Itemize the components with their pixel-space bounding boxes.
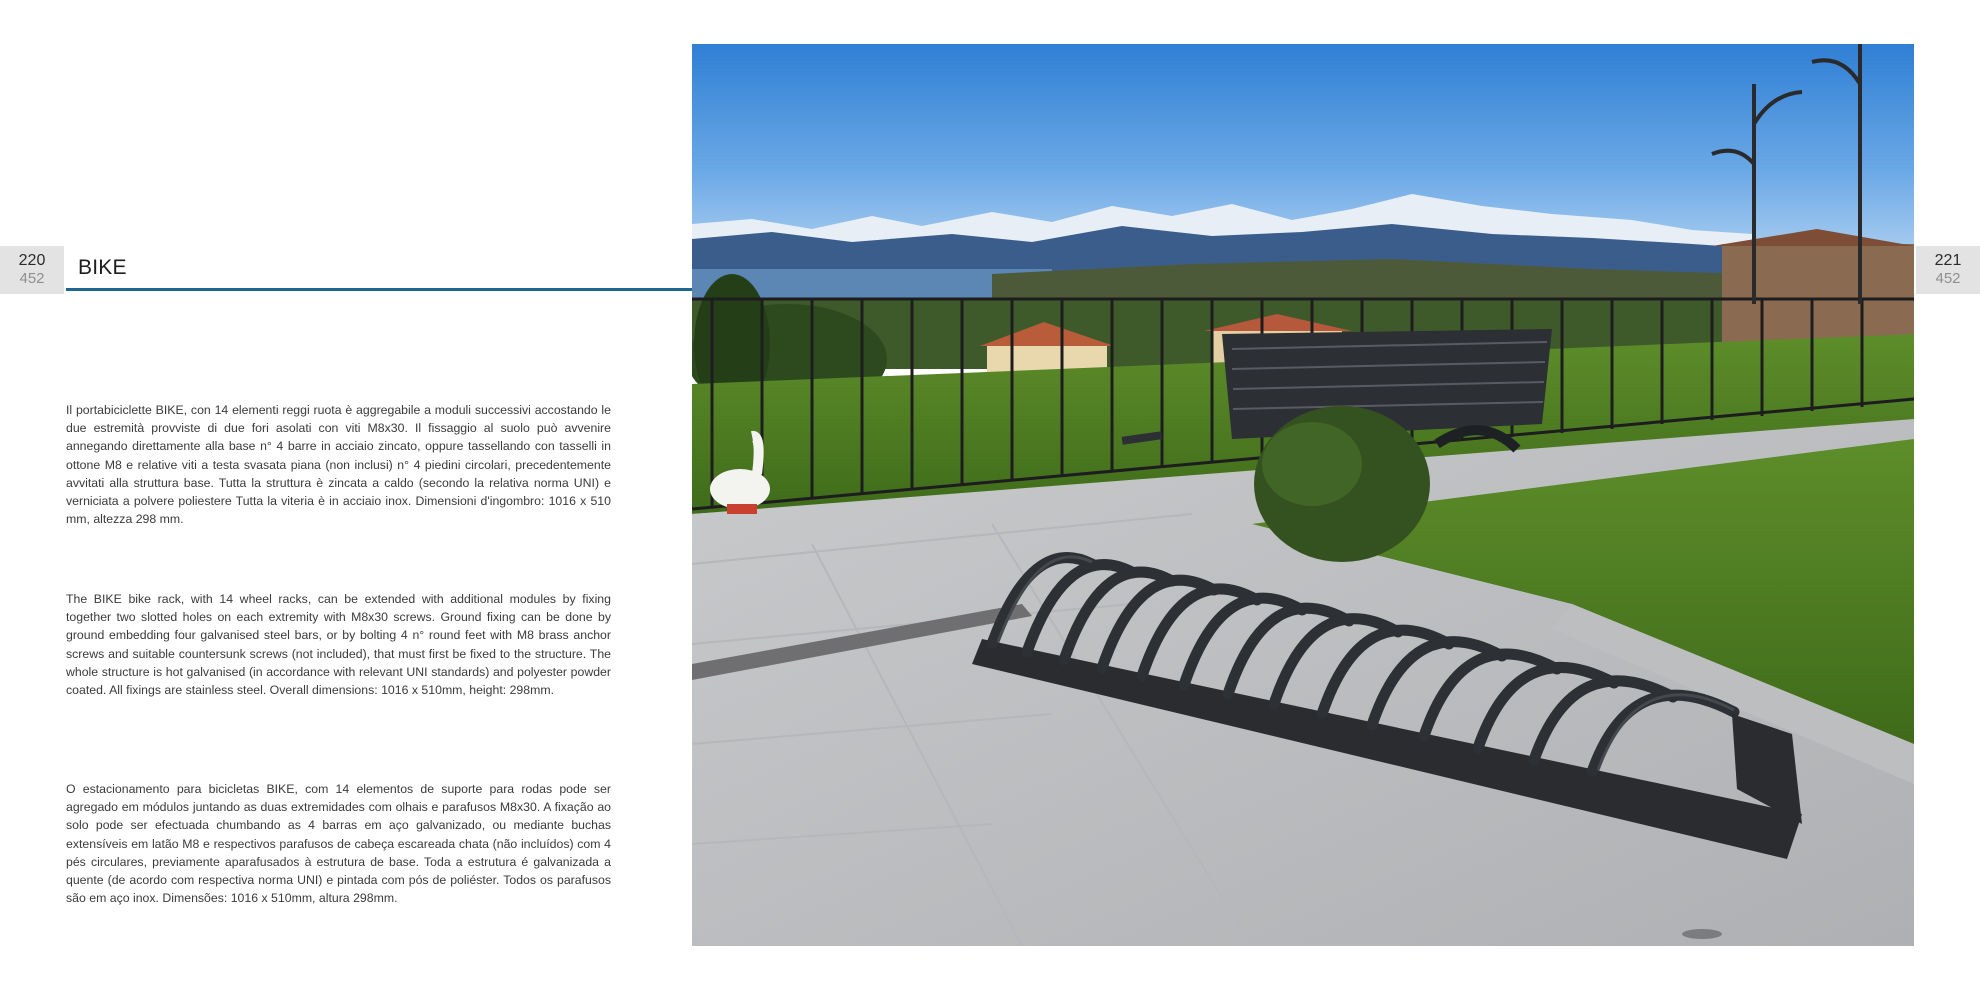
description-italian: Il portabiciclette BIKE, con 14 elementi reggi ruota è aggregabile a moduli successivi accostando le due estremità provviste di due fori asolati con viti M8x30. Il fissaggio al suolo può avvenire annegando direttamente alla base n° 4 barre in acciaio zincato, oppure tassellando con tasselli in ottone M8 e relative viti a testa svasata piana (non inclusi) n° 4 piedini circolari, precedentemente avvitati alla struttura base. Tutta la struttura è zincata a caldo (secondo la relativa norma UNI) e verniciata a polvere poliestere Tutta la viteria è in acciaio inox. Dimensioni d'ingombro: 1016 x 510 mm, altezza 298 mm. [66, 403, 611, 527]
page-total: 452 [1935, 270, 1961, 287]
page-number: 221 [1934, 252, 1962, 269]
product-photo [692, 44, 1914, 946]
description-portuguese: O estacionamento para bicicletas BIKE, com 14 elementos de suporte para rodas pode ser agregado em módulos juntando as duas extremidades com olhais e parafusos M8x30. A fixação ao solo pode ser efectuada chumbando as 4 barras em aço galvanizado, ou mediante buchas extensíveis em latão M8 e respectivos parafusos de cabeça escareada chata (não incluídos) com 4 pés circulares, previamente aparafusados à estrutura de base. Toda a estrutura é galvanizada a quente (de acordo com respectiva norma UNI) e pintada com pós de poliéster. Todos os parafusos são em aço inox. Dimensões: 1016 x 510mm, altura 298mm. [66, 782, 611, 906]
description-english: The BIKE bike rack, with 14 wheel racks, can be extended with additional modules by fixing together two slotted holes on each extremity with M8x30 screws. Ground fixing can be done by ground embedding four galvanised steel bars, or by bolting 4 n° round feet with M8 brass anchor screws and suitable countersunk screws (not included), that must first be fixed to the structure. The whole structure is hot galvanised (in accordance with relevant UNI standards) and polyester powder coated. All fixings are stainless steel. Overall dimensions: 1016 x 510mm, height: 298mm. [66, 592, 611, 698]
title-divider [66, 288, 692, 291]
page-number-right [1916, 246, 1980, 294]
page-number-left [0, 246, 64, 294]
page-total: 452 [19, 270, 45, 287]
page-number: 220 [18, 252, 46, 269]
page-title: BIKE [78, 256, 127, 279]
